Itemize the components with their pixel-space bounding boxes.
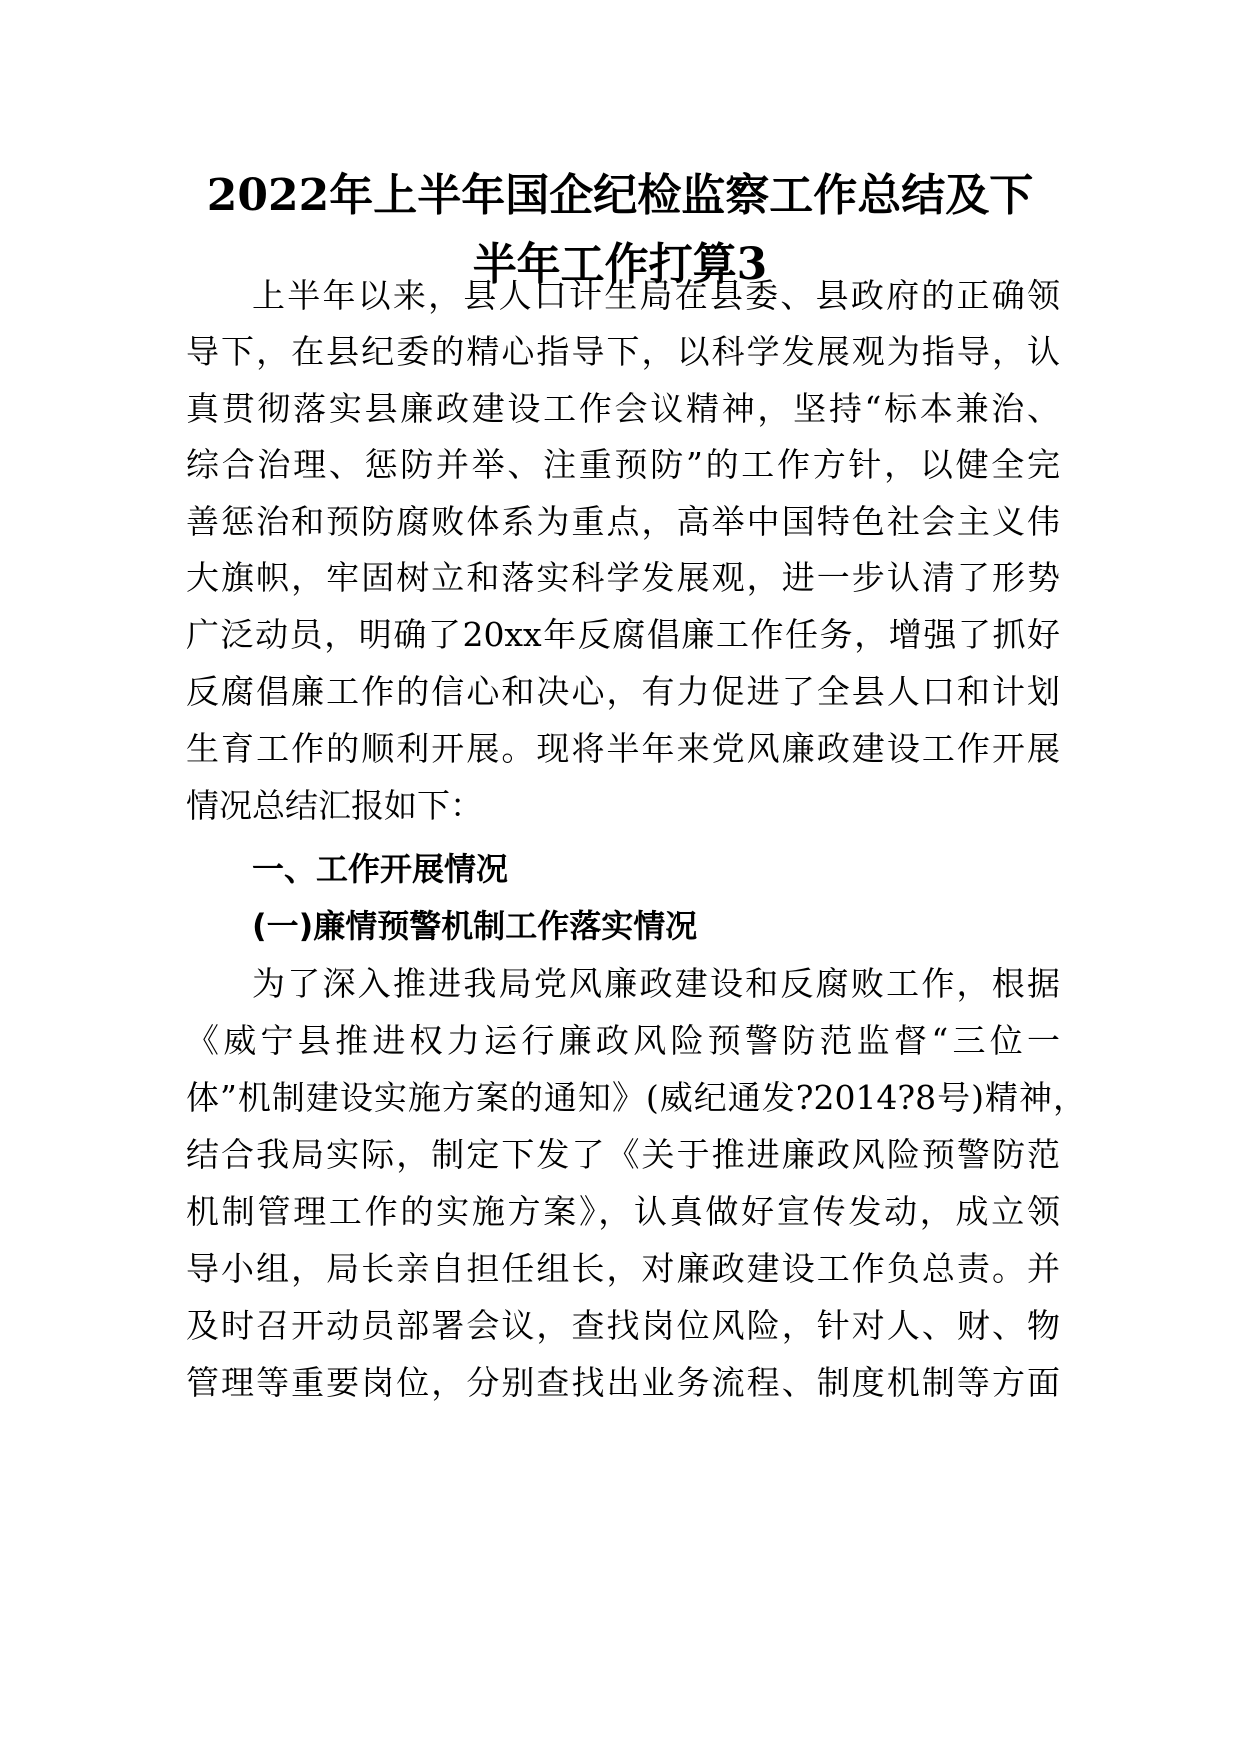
paragraph-2-line: 体”机制建设实施方案的通知》(威纪通发?2014?8号)精神， — [186, 1078, 1086, 1117]
paragraph-1-line: 善惩治和预防腐败体系为重点，高举中国特色社会主义伟 — [186, 502, 1060, 541]
paragraph-2-line: 导小组，局长亲自担任组长，对廉政建设工作负总责。并 — [186, 1249, 1060, 1288]
section-heading: 一、工作开展情况 — [252, 850, 509, 888]
document-title-line-2: 半年工作打算3 — [472, 239, 768, 290]
document-title-line-1: 2022年上半年国企纪检监察工作总结及下 — [206, 170, 1034, 221]
paragraph-1-line: 大旗帜，牢固树立和落实科学发展观，进一步认清了形势 — [186, 558, 1060, 597]
paragraph-2-line: 《威宁县推进权力运行廉政风险预警防范监督“三位一 — [186, 1021, 1060, 1060]
subsection-heading: (一)廉情预警机制工作落实情况 — [252, 907, 698, 945]
paragraph-2-line: 及时召开动员部署会议，查找岗位风险，针对人、财、物 — [186, 1306, 1060, 1345]
paragraph-1-line: 综合治理、惩防并举、注重预防”的工作方针，以健全完 — [186, 445, 1060, 484]
paragraph-1-line: 广泛动员，明确了20xx年反腐倡廉工作任务，增强了抓好 — [186, 615, 1060, 654]
paragraph-1-line: 反腐倡廉工作的信心和决心，有力促进了全县人口和计划 — [186, 672, 1060, 711]
paragraph-2-line: 管理等重要岗位，分别查找出业务流程、制度机制等方面 — [186, 1363, 1060, 1402]
paragraph-1-line: 导下，在县纪委的精心指导下，以科学发展观为指导，认 — [186, 332, 1060, 371]
paragraph-1-line: 生育工作的顺利开展。现将半年来党风廉政建设工作开展 — [186, 729, 1060, 768]
paragraph-2-line: 结合我局实际，制定下发了《关于推进廉政风险预警防范 — [186, 1135, 1060, 1174]
paragraph-2-line: 为了深入推进我局党风廉政建设和反腐败工作，根据 — [252, 964, 1060, 1003]
paragraph-1-line: 情况总结汇报如下： — [186, 786, 483, 825]
paragraph-2-line: 机制管理工作的实施方案》，认真做好宣传发动，成立领 — [186, 1192, 1060, 1231]
paragraph-1-line: 上半年以来，县人口计生局在县委、县政府的正确领 — [252, 276, 1060, 315]
paragraph-1-line: 真贯彻落实县廉政建设工作会议精神，坚持“标本兼治、 — [186, 389, 1060, 428]
